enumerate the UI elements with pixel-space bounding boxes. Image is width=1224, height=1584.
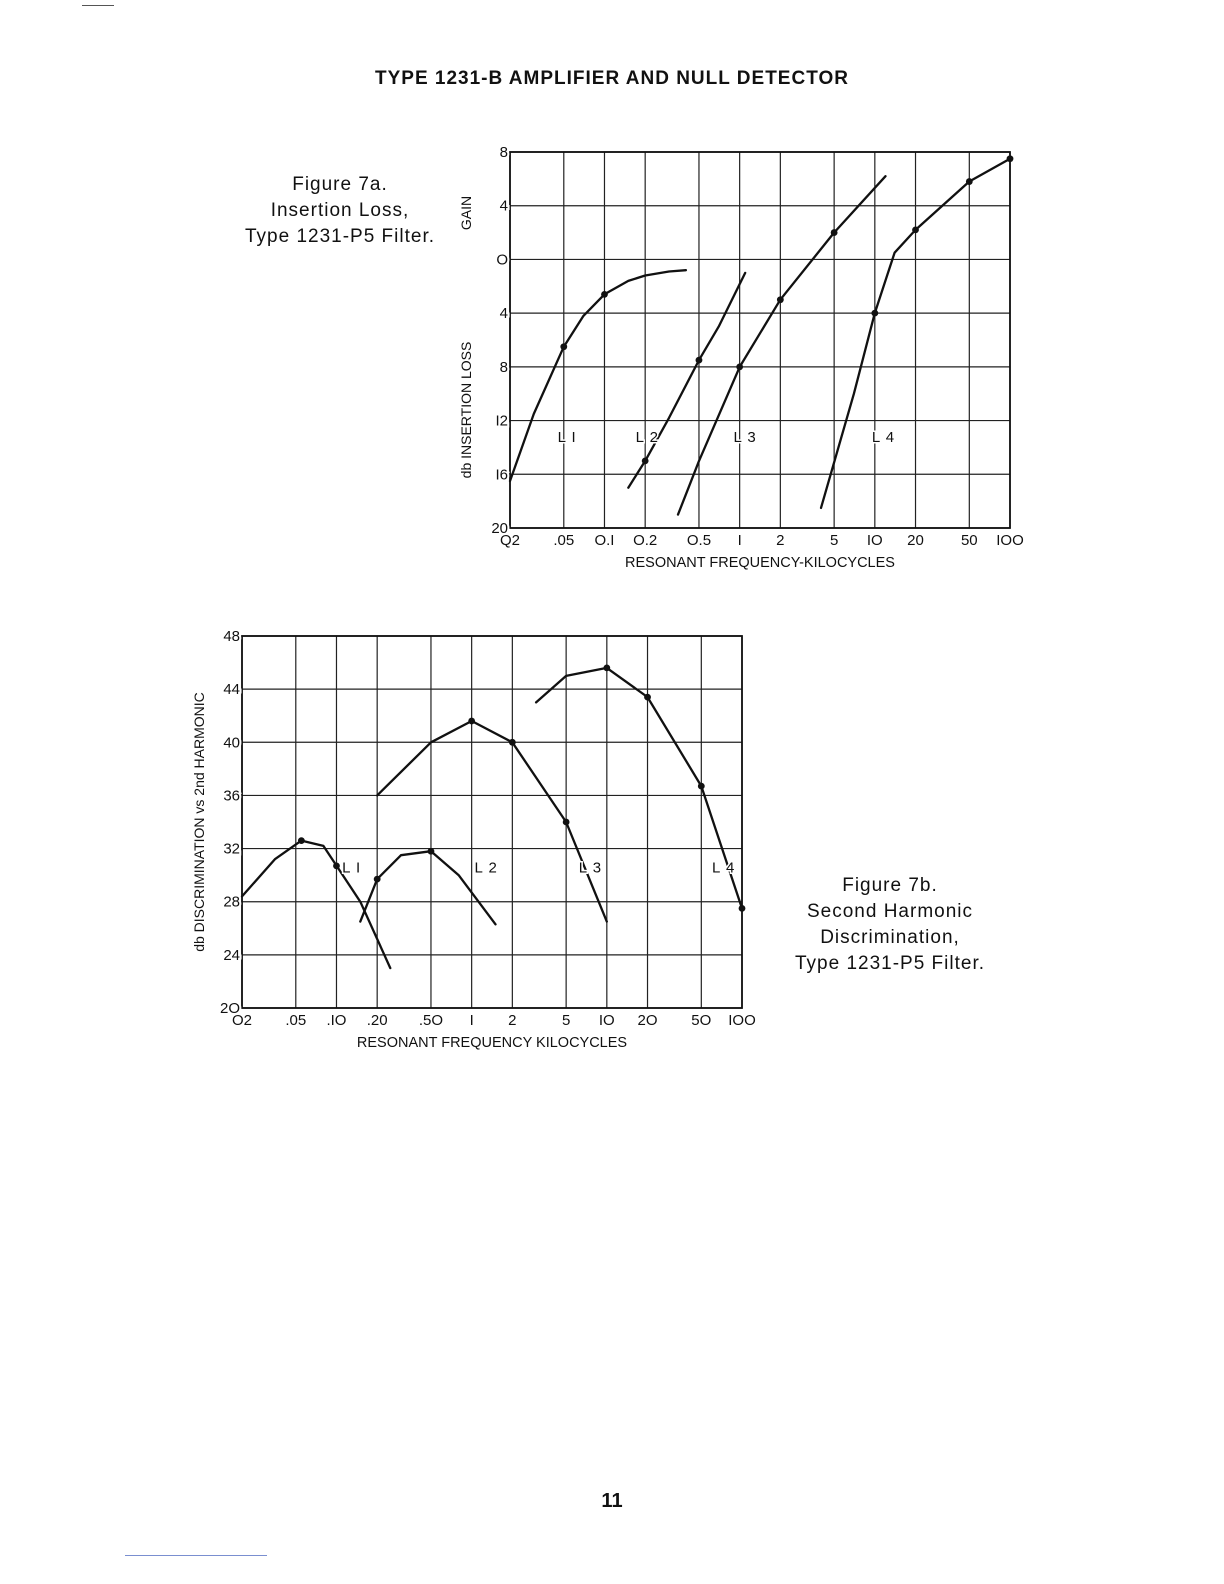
- x-axis-label: RESONANT FREQUENCY-KILOCYCLES: [625, 555, 895, 571]
- y-tick-label: I6: [495, 466, 508, 484]
- caption-line: Discrimination,: [820, 927, 960, 948]
- top-rule: [82, 5, 114, 6]
- data-point-l3: [468, 718, 475, 725]
- x-tick-label: IOO: [728, 1012, 756, 1029]
- x-tick-label: 2: [508, 1012, 517, 1029]
- y-tick-label: 2O: [219, 1000, 240, 1017]
- data-point-l2: [696, 357, 703, 364]
- data-point-l1: [298, 837, 305, 844]
- x-tick-label: O2: [231, 1012, 253, 1029]
- figure-7b-caption: [765, 873, 1015, 977]
- x-tick-label: .05: [553, 532, 575, 549]
- data-point-l4: [603, 664, 610, 671]
- data-point-l1: [333, 862, 340, 869]
- curve-label: L 4: [712, 859, 736, 877]
- caption-line: Second Harmonic: [806, 901, 974, 922]
- series-line-l3: [377, 721, 607, 922]
- y-axis-label: db DISCRIMINATION vs 2nd HARMONIC: [191, 692, 207, 952]
- data-point-l2: [428, 848, 435, 855]
- page-number: 11: [601, 1490, 623, 1512]
- data-point-l4: [871, 310, 878, 317]
- data-point-l3: [777, 296, 784, 303]
- x-tick-label: Q2: [499, 532, 521, 549]
- x-tick-label: I: [737, 532, 742, 549]
- x-tick-label: O.5: [686, 532, 712, 549]
- data-point-l2: [374, 876, 381, 883]
- y-axis-label-loss: db INSERTION LOSS: [458, 341, 474, 479]
- data-point-l3: [831, 229, 838, 236]
- data-point-l4: [698, 783, 705, 790]
- x-axis-label: RESONANT FREQUENCY KILOCYCLES: [356, 1035, 628, 1051]
- y-tick-label: 32: [223, 840, 240, 858]
- data-point-l2: [642, 457, 649, 464]
- y-tick-label: 36: [223, 787, 240, 805]
- caption-line: Insertion Loss,: [270, 200, 410, 221]
- data-point-l1: [601, 291, 608, 298]
- x-tick-label: IO: [866, 532, 883, 549]
- data-point-l4: [644, 694, 651, 701]
- harmonic-discrimination-chart: [180, 626, 770, 1066]
- y-tick-label: 28: [223, 893, 240, 911]
- x-tick-label: .20: [366, 1012, 388, 1029]
- curve-label: L 4: [871, 429, 896, 447]
- x-tick-label: 2: [776, 532, 785, 549]
- series-line-l1: [510, 270, 686, 481]
- curve-label: L 3: [733, 429, 757, 447]
- y-tick-label: 4: [499, 305, 508, 323]
- data-point-l4: [1007, 155, 1014, 162]
- x-tick-label: O.2: [633, 532, 658, 549]
- caption-line: Figure 7a.: [292, 174, 388, 195]
- y-tick-label: O: [496, 251, 508, 269]
- y-tick-label: I2: [495, 412, 508, 430]
- x-tick-label: 5O: [691, 1012, 712, 1029]
- x-tick-label: 20: [907, 532, 924, 549]
- x-tick-label: .5O: [418, 1012, 444, 1029]
- x-tick-label: I: [469, 1012, 474, 1029]
- series-line-l2: [628, 273, 745, 488]
- x-tick-label: IOO: [996, 532, 1024, 549]
- data-point-l4: [966, 178, 973, 185]
- data-point-l3: [736, 363, 743, 370]
- x-tick-label: 2O: [637, 1012, 658, 1029]
- x-tick-label: 50: [960, 532, 978, 549]
- curve-label: L I: [342, 859, 362, 877]
- figure-7a-caption: [205, 172, 475, 250]
- x-tick-label: .05: [285, 1012, 307, 1029]
- data-point-l3: [509, 739, 516, 746]
- x-tick-label: .IO: [326, 1012, 347, 1029]
- y-tick-label: 24: [223, 946, 240, 964]
- y-tick-label: 20: [491, 520, 508, 537]
- plot-frame: [510, 152, 1010, 528]
- y-tick-label: 40: [223, 734, 240, 752]
- x-tick-label: IO: [598, 1012, 615, 1029]
- caption-line: Figure 7b.: [842, 875, 938, 896]
- series-line-l3: [678, 176, 886, 514]
- curve-label: L 3: [578, 859, 603, 877]
- curve-label: L 2: [635, 429, 659, 447]
- y-tick-label: 8: [499, 144, 508, 161]
- caption-line: Type 1231-P5 Filter.: [794, 953, 986, 974]
- plot-frame: [242, 636, 742, 1008]
- data-point-l4: [912, 226, 919, 233]
- y-tick-label: 44: [223, 681, 240, 699]
- y-axis-label-gain: GAIN: [458, 195, 474, 231]
- caption-line: Type 1231-P5 Filter.: [244, 226, 436, 247]
- x-tick-label: 5: [561, 1012, 571, 1029]
- page-title: TYPE 1231-B AMPLIFIER AND NULL DETECTOR: [375, 68, 849, 89]
- x-tick-label: 5: [829, 532, 839, 549]
- data-point-l4: [739, 905, 746, 912]
- data-point-l1: [560, 343, 567, 350]
- bottom-rule: [125, 1555, 267, 1556]
- curve-label: L I: [557, 429, 577, 447]
- x-tick-label: O.I: [594, 532, 615, 549]
- curve-label: L 2: [474, 859, 498, 877]
- y-tick-label: 8: [499, 358, 508, 376]
- data-point-l3: [563, 819, 570, 826]
- y-tick-label: 48: [223, 628, 240, 645]
- insertion-loss-chart: [440, 140, 1040, 590]
- y-tick-label: 4: [499, 197, 508, 215]
